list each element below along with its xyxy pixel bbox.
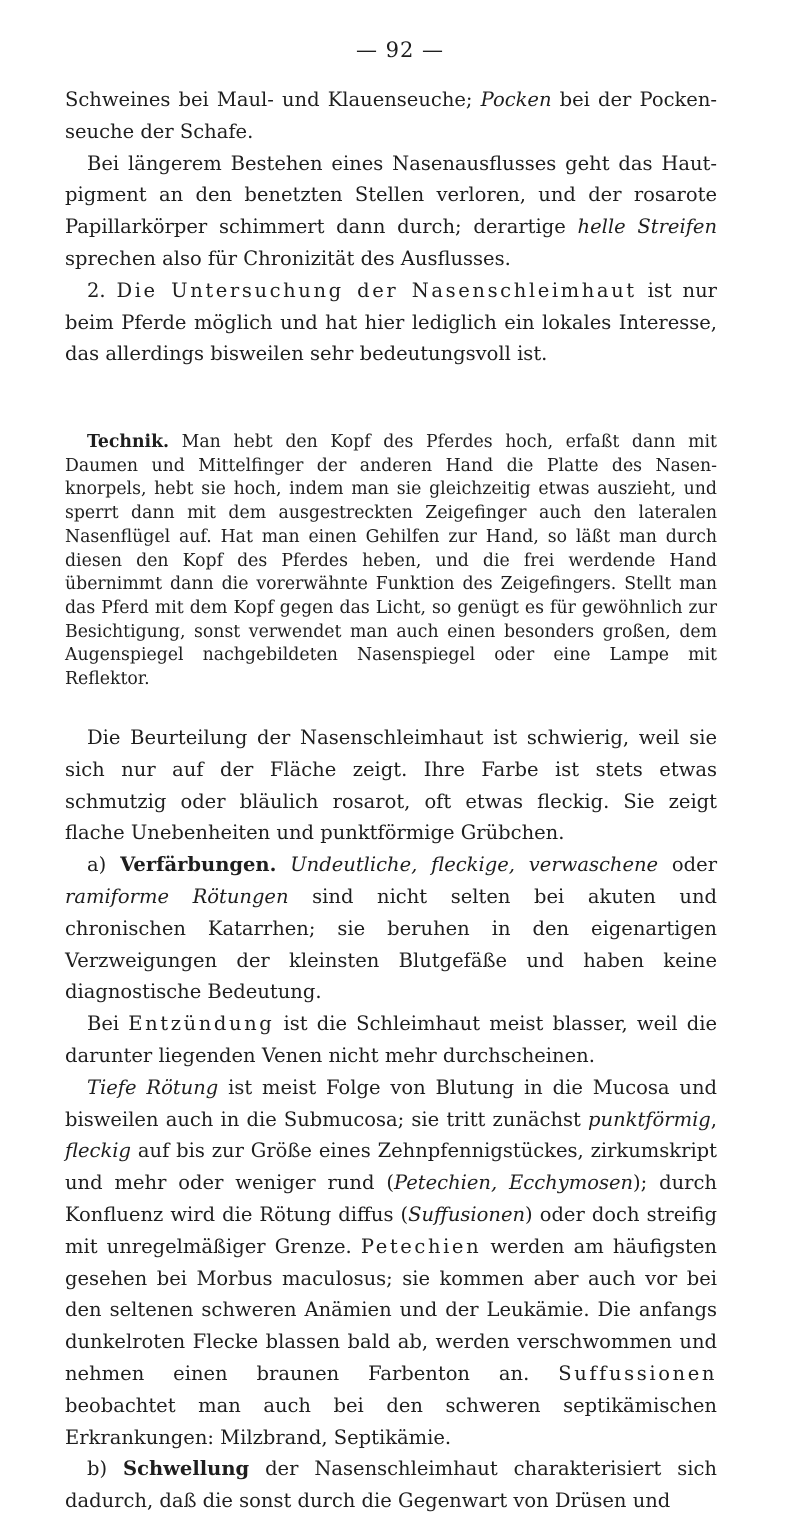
paragraph-untersuchung [65, 275, 717, 370]
text-run: ist meist Folge von Blutung in die Mucosa und bisweilen auch in die Submucosa; sie tritt zunächst [65, 1075, 717, 1131]
spaced-heading: Die Untersuchung der Nasenschleimhaut [116, 278, 637, 302]
text-run: , [710, 1107, 717, 1131]
spaced-term: Entzündung [128, 1012, 275, 1036]
paragraph-entzuendung [65, 1008, 717, 1072]
paragraph-nasenausfluss [65, 148, 717, 275]
text-run: sprechen also für Chronizität des Ausflusses. [65, 246, 511, 270]
bold-heading: Schwellung [123, 1457, 250, 1481]
italic-term: Petechien, Ecchymosen [393, 1171, 634, 1195]
text-run: bei der Pockenseuche der Schafe. [65, 88, 717, 143]
text-run: auf bis zur Größe eines Zehnpfennigstückes, zirkumskript und mehr oder weniger rund ( [65, 1139, 717, 1195]
text-run: sind nicht selten bei akuten und chronischen Katarrhen; sie beruhen in den eigenartigen Verzweigungen der kleinsten Blutgefäße und haben keine diagnostische Bedeutung. [65, 884, 718, 1004]
text-block-technik [65, 431, 717, 692]
text-run: beobachtet man auch bei den schweren septikämischen Erkrankungen: Milzbrand, Septikämie. [65, 1393, 717, 1449]
text-run: a) [87, 853, 121, 877]
text-block-bottom [65, 722, 717, 1517]
paragraph-continuation [65, 84, 717, 148]
italic-term: helle Streifen [577, 215, 718, 239]
paragraph-schwellung [65, 1453, 717, 1517]
page-number: — 92 — [355, 38, 445, 62]
text-run: der Nasenschleimhaut charakterisiert sich dadurch, daß die sonst durch die Gegenwart von Drüsen und [65, 1457, 717, 1513]
text-run: ) oder doch streifig mit unregelmäßiger Grenze. [65, 1202, 718, 1258]
italic-term: punktförmig [588, 1107, 711, 1131]
italic-term: Suffusionen [408, 1202, 526, 1226]
italic-term: Pocken [480, 88, 552, 111]
text-run [276, 853, 290, 876]
text-run: Bei längerem Bestehen eines Nasenausflusses geht das Hautpigment an den benetzten Stellen verloren, und der rosarote Papillarkörper schimmert dann durch; derartige [65, 151, 717, 239]
text-run: Bei [87, 1012, 129, 1036]
text-run: werden am häufigsten gesehen bei Morbus maculosus; sie kommen aber auch vor bei den seltenen schweren Anämien und der Leukämie. Die anfangs dunkelroten Flecke blassen bald ab, werden verschwommen und nehmen einen braunen Farbenton an. [65, 1234, 717, 1385]
text-run: Man hebt den Kopf des Pferdes hoch, erfaßt dann mit Daumen und Mittelfinger der anderen Hand die Platte des Nasenknorpels, hebt sie hoch, indem man sie gleichzeitig etwas auszieht, und sperrt dann mit dem ausgestreckten Zeigefinger auch den lateralen Nasenflügel auf. Hat man einen Gehilfen zur Hand, so läßt man durch diesen den Kopf des Pferdes heben, und die frei werdende Hand übernimmt dann die vorerwähnte Funktion des Zeigefingers. Stellt man das Pferd mit dem Kopf gegen das Licht, so genügt es für gewöhnlich zur Besichtigung, sonst verwendet man auch einen besonders großen, dem Augenspiegel nachgebildeten Nasenspiegel oder eine Lampe mit Reflektor. [65, 432, 717, 690]
paragraph-verfaerbungen [65, 849, 717, 1008]
bold-heading: Verfärbungen. [120, 853, 277, 877]
spaced-term: Petechien [360, 1234, 482, 1258]
text-run: oder [658, 853, 718, 877]
paragraph-beurteilung: Die Beurteilung der Nasenschleimhaut ist schwierig, weil sie sich nur auf der Fläche zeigt. Ihre Farbe ist stets etwas schmutzig oder bläulich rosarot, oft etwas fleckig. Sie zeigt flache Unebenheiten und punktförmige Grübchen. [65, 726, 717, 845]
text-run: Schweines bei Maul- und Klauenseuche; [65, 88, 481, 111]
technik-heading: Technik. [87, 432, 170, 452]
text-block-top [65, 84, 717, 370]
paragraph-tiefe-roetung [65, 1072, 717, 1454]
text-run: ); durch Konfluenz wird die Rötung diffus ( [65, 1171, 717, 1226]
italic-term: Undeutliche, fleckige, verwaschene [290, 853, 659, 877]
italic-term: fleckig [65, 1139, 132, 1163]
text-run: b) [87, 1457, 124, 1481]
text-run: ist die Schleimhaut meist blasser, weil die darunter liegenden Venen nicht mehr durchscheinen. [65, 1012, 717, 1067]
text-run: 2. [87, 278, 117, 302]
text-run: ist nur beim Pferde möglich und hat hier lediglich ein lokales Interesse, das allerdings bisweilen sehr bedeutungsvoll ist. [65, 278, 717, 366]
italic-term: ramiforme Rötungen [65, 884, 289, 908]
spaced-term: Suffussionen [558, 1361, 717, 1385]
paragraph-technik [65, 431, 717, 692]
italic-term: Tiefe Rötung [87, 1075, 219, 1099]
